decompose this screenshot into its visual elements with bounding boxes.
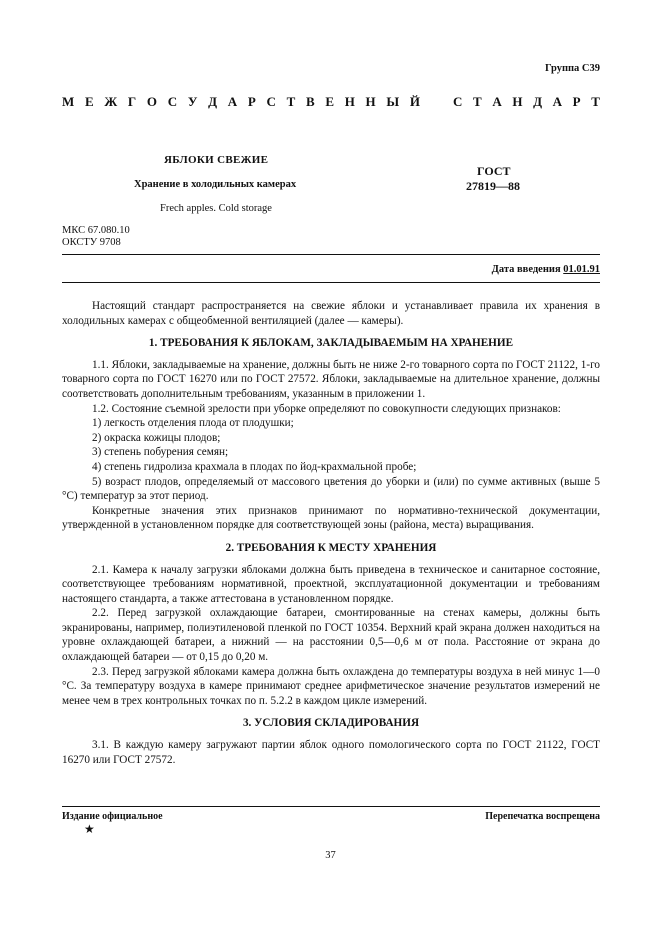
paragraph-2-1: 2.1. Камера к началу загрузки яблоками должна быть приведена в техническое и санитарное состояние, соответствующее требованиям нормативной, проектной, эксплуатационной документации и требованиям настоящего стандарта, а также аттестована в установленном порядке. xyxy=(62,563,600,605)
list-item: 1) легкость отделения плода от плодушки; xyxy=(92,417,294,430)
gost-label: ГОСТ xyxy=(477,164,511,178)
intro-paragraph: Настоящий стандарт распространяется на свежие яблоки и устанавливает правила их хранения в холодильных камерах с общеобменной вентиляцией (далее — камеры). xyxy=(62,300,600,327)
effective-date-value: 01.01.91 xyxy=(563,264,600,275)
paragraph-2-2: 2.2. Перед загрузкой охлаждающие батареи, смонтированные на стенах камеры, должны быть экранированы, например, полиэтиленовой пленкой по ГОСТ 10354. Верхний край экрана должен находиться на уровне охлаждающей батареи, а нижний — на расстоянии 0,5—0,6 м от пола. Расстояние от экрана до охлаждающей батареи — от 0,15 до 0,20 м. xyxy=(62,607,600,664)
paragraph-1-2: 1.2. Состояние съемной зрелости при уборке определяют по совокупности следующих признаков: xyxy=(92,402,561,415)
section-2-heading: 2. ТРЕБОВАНИЯ К МЕСТУ ХРАНЕНИЯ xyxy=(225,541,437,554)
header-divider xyxy=(62,254,600,255)
list-item: 4) степень гидролиза крахмала в плодах по йод-крахмальной пробе; xyxy=(92,460,417,473)
effective-date xyxy=(492,263,600,278)
star-icon: ★ xyxy=(84,822,95,836)
list-item: 2) окраска кожицы плодов; xyxy=(92,431,221,444)
document-title-english: Frech apples. Cold storage xyxy=(160,203,272,214)
official-edition-label: Издание официальное xyxy=(62,811,163,822)
page-number: 37 xyxy=(325,850,336,861)
list-item: 3) степень побурения семян; xyxy=(92,446,229,459)
list-item: 5) возраст плодов, определяемый от массового цветения до уборки и (или) по сумме активных (выше 5 °С) температур за этот период. xyxy=(62,475,600,503)
group-label: Группа С39 xyxy=(544,63,600,74)
gost-number: 27819—88 xyxy=(466,179,520,193)
date-divider xyxy=(62,282,600,283)
document-subtitle: Хранение в холодильных камерах xyxy=(134,179,297,190)
section-1-heading: 1. ТРЕБОВАНИЯ К ЯБЛОКАМ, ЗАКЛАДЫВАЕМЫМ НА ХРАНЕНИЕ xyxy=(148,337,514,350)
banner-word-standard: С Т А Н Д А Р Т xyxy=(453,93,600,109)
banner-word-interstate: М Е Ж Г О С У Д А Р С Т В Е Н Н Ы Й xyxy=(62,93,420,109)
paragraph-concrete-values: Конкретные значения этих признаков принимают по нормативно-технической документации, утвержденной в установленном порядке для соответствующей зоны (района, места) выращивания. xyxy=(62,504,600,532)
document-body xyxy=(62,299,600,767)
paragraph-3-1: 3.1. В каждую камеру загружают партии яблок одного помологического сорта по ГОСТ 21122, ГОСТ 16270 или ГОСТ 27572. xyxy=(62,739,600,766)
reprint-prohibited-label: Перепечатка воспрещена xyxy=(485,811,600,822)
paragraph-1-1: 1.1. Яблоки, закладываемые на хранение, должны быть не ниже 2-го товарного сорта по ГОСТ 21122, 1-го товарного сорта по ГОСТ 16270 или по ГОСТ 27572. Яблоки, закладываемые на длительное хранение, должны соответствовать дополнительным требованиям, указанным в приложении 1. xyxy=(62,358,600,400)
paragraph-2-3: 2.3. Перед загрузкой яблоками камера должна быть охлаждена до температуры воздуха в ней минус 1—0 °С. За температуру воздуха в камере принимают среднее арифметическое значение результатов измерений не менее чем в трех контрольных точках по п. 5.2.2 в каждом цикле измерений. xyxy=(62,665,600,707)
interstate-standard-banner xyxy=(62,93,600,111)
okstu-code: ОКСТУ 9708 xyxy=(62,237,121,248)
footer-divider xyxy=(62,806,600,807)
section-3-heading: 3. УСЛОВИЯ СКЛАДИРОВАНИЯ xyxy=(242,717,420,730)
document-title: ЯБЛОКИ СВЕЖИЕ xyxy=(164,154,269,166)
mks-code: МКС 67.080.10 xyxy=(62,225,130,236)
effective-date-label: Дата введения xyxy=(491,264,561,275)
classification-codes xyxy=(62,225,130,249)
